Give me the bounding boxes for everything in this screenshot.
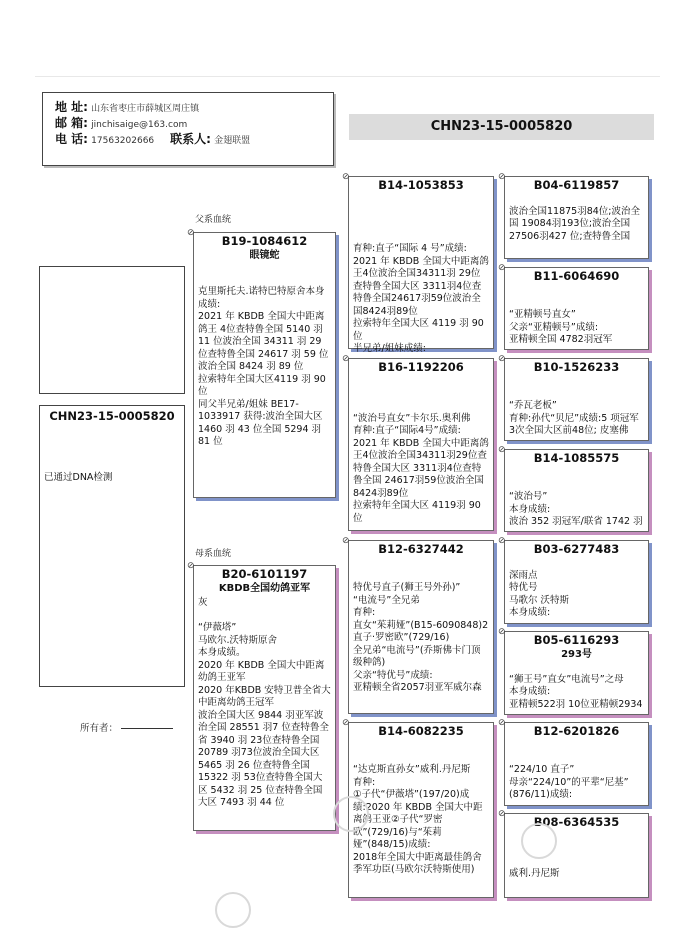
great-grandparent-ring: B10-1526233	[533, 360, 620, 374]
father-ring: B19-1084612	[221, 234, 308, 248]
great-grandparent-details: 威利.丹尼斯	[509, 867, 560, 879]
great-grandparent-card[interactable]	[498, 445, 649, 532]
email-value[interactable]: jinchisaige@163.com	[91, 120, 188, 130]
contact-label: 联系人:	[170, 132, 211, 146]
address-row	[55, 100, 333, 116]
ring-icon: ⊘	[498, 536, 506, 546]
great-grandparent-card[interactable]	[498, 172, 649, 259]
mother-ring: B20-6101197	[221, 567, 308, 581]
great-grandparent-card[interactable]	[498, 354, 649, 441]
ring-icon: ⊘	[342, 354, 350, 364]
contact-card	[42, 92, 334, 166]
father-details: 克里斯托夫.诺特巴特原舍本身 成绩: 2021 年 KBDB 全国大中距离鸽王 4位查特鲁全国 5140 羽 11 位波治全国 34311 羽 29 位查特鲁全国 24617 羽 59 位波治全国 8424 羽 89 位 拉索特年全国大区4119 羽 90 位 同父半兄弟/姐妹 BE17-1033917 获得:波治全国大区 1460 羽 43 位全国 5294 羽 81 位	[198, 286, 329, 447]
owner-line	[121, 728, 173, 729]
great-grandparent-ring: B12-6201826	[533, 724, 620, 738]
subject-card	[39, 405, 185, 687]
grandparent-ring: B14-6082235	[378, 724, 464, 738]
ring-icon: ⊘	[498, 718, 506, 728]
ring-icon: ⊘	[498, 809, 506, 819]
grandparent-card[interactable]	[342, 172, 494, 354]
grandparent-card[interactable]	[342, 536, 494, 714]
email-row	[55, 116, 333, 132]
great-grandparent-ring: B04-6119857	[533, 178, 620, 192]
phone-label: 电 话:	[55, 132, 88, 146]
watermark-circle-icon	[333, 796, 369, 832]
great-grandparent-details: 波治全国11875羽84位;波治全国 19084羽193位;波治全国 27506羽427 位;查特鲁全国	[509, 205, 641, 242]
great-grandparent-details: “波治号” 本身成绩: 波治 352 羽冠军/联省 1742 羽	[509, 491, 643, 527]
great-grandparent-details: “亚精顿号直女” 父亲“亚精顿号”成绩: 亚精顿全国 4782羽冠军	[509, 309, 613, 345]
mother-details: 灰 “伊薇塔” 马欧尔.沃特斯原舍 本身成绩。 2020 年 KBDB 全国大中距离幼鸽王亚军 2020 年KBDB 安特卫普全省大中距离幼鸽王冠军 波治全国大区 9844 羽亚军波治全国 28551 羽7 位查特鲁全省 3940 羽 23位查特鲁全国 20789 羽73位波治全国大区 5465 羽 26 位查特鲁全国 15322 羽 53位查特鲁全国大区 5432 羽 25 位查特鲁全国大区 7493 羽 44 位	[198, 597, 331, 808]
great-grandparent-ring: B05-6116293	[533, 633, 620, 647]
grandparent-ring: B12-6327442	[378, 542, 464, 556]
dna-note: 已通过DNA检测	[44, 472, 113, 483]
ring-icon: ⊘	[498, 354, 506, 364]
address-label: 地 址:	[55, 100, 88, 114]
owner-label: 所有者：	[80, 723, 119, 734]
phone-row	[55, 132, 333, 148]
grandparent-card[interactable]	[342, 718, 494, 898]
great-grandparent-ring: B08-6364535	[533, 815, 620, 829]
phone-value: 17563202666	[91, 136, 155, 146]
mother-card[interactable]	[187, 561, 336, 831]
watermark-circle-icon	[521, 823, 557, 859]
great-grandparent-card[interactable]	[498, 536, 649, 624]
grandparent-details: 育种:直子“国际 4 号”成绩: 2021 年 KBDB 全国大中距离鸽王4位波治全国34311羽 29位查特鲁全国大区 3311羽4位查特鲁全国24617羽59位波治全国8424羽89位 拉索特年全国大区 4119 羽 90 位 半兄弟/姐妹成绩:	[353, 243, 489, 354]
grandparent-details: “波治号直女”卡尔乐.奥利佛 育种:直子“国际4号”成绩: 2021 年 KBDB 全国大中距离鸽王4位波治全国34311羽29位查特鲁全国大区 3311羽4位查特鲁全国 24617羽59位波治全国8424羽89位 拉索特年全国大区 4119羽 90 位	[353, 412, 489, 524]
email-label: 邮 箱:	[55, 116, 88, 130]
grandparent-details: 特优号直子(狮王号外孙)” “电流号”全兄弟 育种: 直女“茱莉娅”(B15-6090848)2 直子·罗密欧”(729/16) 全兄弟“电流号”(乔斯佛卡门顶级种鸽) 父亲“特优号”成绩: 亚精顿全省2057羽亚军威尔森	[353, 582, 489, 693]
owner-row	[80, 720, 173, 734]
grandparent-card[interactable]	[342, 354, 494, 531]
top-divider	[35, 76, 660, 77]
watermark-circle-icon	[215, 892, 251, 928]
photo-placeholder	[39, 266, 185, 394]
subject-ring: CHN23-15-0005820	[49, 409, 175, 423]
pedigree-title-bar: CHN23-15-0005820	[349, 114, 654, 140]
great-grandparent-card[interactable]	[498, 718, 649, 806]
grandparent-details: “达克斯直孙女”威利.丹尼斯 育种: ①子代“伊薇塔”(197/20)成绩:2020 年 KBDB 全国大中距离鸽王亚②子代“罗密欧”(729/16)与“茱莉娅”(848/15)成绩: 2018年全国大中距离最佳鸽舍季军功臣(马欧尔沃特斯使用)	[353, 764, 483, 875]
father-card[interactable]	[187, 228, 336, 498]
great-grandparent-ring: B11-6064690	[533, 269, 620, 283]
ring-icon: ⊘	[498, 445, 506, 455]
ring-icon: ⊘	[498, 172, 506, 182]
ring-icon: ⊘	[498, 627, 506, 637]
ring-icon: ⊘	[342, 536, 350, 546]
great-grandparent-ring: B14-1085575	[533, 451, 620, 465]
great-grandparent-details: “224/10 直子” 母亲“224/10”的平辈“尼基” (876/11)成绩:	[509, 764, 629, 800]
ring-icon: ⊘	[187, 228, 195, 238]
great-grandparent-details: “乔瓦老板” 育种:孙代“贝尼”成绩:5 项冠军 3次全国大区前48位; 皮塞佛	[509, 400, 639, 436]
grandparent-ring: B16-1192206	[378, 360, 464, 374]
great-grandparent-card[interactable]	[498, 627, 649, 715]
mother-name: KBDB全国幼鸽亚军	[218, 583, 311, 594]
great-grandparent-ring: B03-6277483	[533, 542, 620, 556]
great-grandparent-name: 293号	[561, 649, 592, 660]
great-grandparent-details: 深雨点 特优号 马歌尔 沃特斯 本身成绩:	[509, 569, 570, 618]
grandparent-ring: B14-1053853	[378, 178, 464, 192]
great-grandparent-card[interactable]	[498, 263, 649, 350]
ring-icon: ⊘	[498, 263, 506, 273]
ring-icon: ⊘	[342, 172, 350, 182]
contact-value: 金翅联盟	[214, 136, 251, 146]
mother-line-label: 母系血统	[195, 549, 232, 559]
great-grandparent-card[interactable]	[498, 809, 649, 898]
ring-icon: ⊘	[342, 718, 350, 728]
ring-icon: ⊘	[187, 561, 195, 571]
great-grandparent-details: “狮王号”直女”电流号”之母 本身成绩: 亚精顿522羽 10位亚精顿2934	[509, 673, 643, 710]
father-line-label: 父系血统	[195, 215, 232, 225]
address-value: 山东省枣庄市薛城区周庄镇	[91, 104, 200, 114]
father-name: 眼镜蛇	[249, 250, 280, 261]
